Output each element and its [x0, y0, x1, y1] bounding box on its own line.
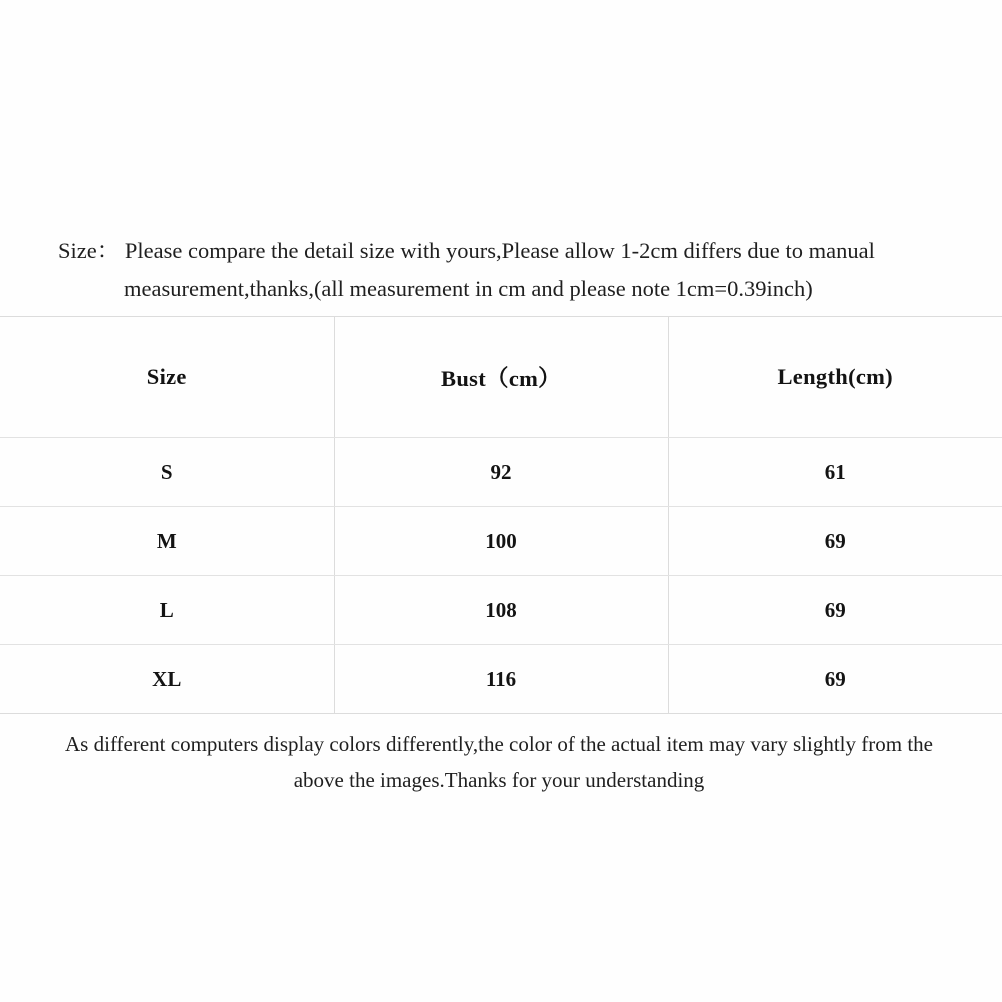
- cell-size: M: [0, 507, 334, 576]
- cell-length: 69: [668, 576, 1002, 645]
- table-header-row: [0, 317, 1002, 438]
- table-row: [0, 576, 1002, 645]
- cell-size: S: [0, 438, 334, 507]
- disclaimer-line-2: above the images.Thanks for your understanding: [293, 768, 705, 792]
- cell-length: 69: [668, 507, 1002, 576]
- cell-bust: 92: [334, 438, 668, 507]
- cell-bust: 116: [334, 645, 668, 714]
- cell-bust: 100: [334, 507, 668, 576]
- color-disclaimer: [0, 714, 1002, 798]
- size-table-head: [0, 317, 1002, 438]
- table-row: [0, 438, 1002, 507]
- cell-length: 69: [824, 666, 846, 691]
- cell-size: XL: [0, 645, 334, 714]
- intro-line-2: measurement,thanks,(all measurement in cm and please note 1cm=0.39inch): [124, 276, 813, 301]
- table-row: [0, 645, 1002, 714]
- intro-note: [0, 232, 1002, 308]
- cell-bust: 108: [334, 576, 668, 645]
- column-header-bust: Bust（cm）: [334, 317, 668, 438]
- column-header-size: Size: [0, 317, 334, 438]
- intro-text-1: Please compare the detail size with yours,Please allow 1-2cm differs due to manual: [124, 238, 875, 263]
- size-label: Size：: [58, 238, 120, 263]
- intro-line-1: [58, 232, 942, 270]
- disclaimer-line-1: As different computers display colors differently,the color of the actual item may vary slightly from the: [65, 732, 933, 756]
- cell-length: 61: [668, 438, 1002, 507]
- top-blank-area: [0, 0, 1002, 232]
- size-table-body: [0, 438, 1002, 714]
- table-row: [0, 507, 1002, 576]
- column-header-length: Length(cm): [668, 317, 1002, 438]
- size-table: [0, 317, 1002, 713]
- size-table-container: [0, 316, 1002, 714]
- cell-size: L: [0, 576, 334, 645]
